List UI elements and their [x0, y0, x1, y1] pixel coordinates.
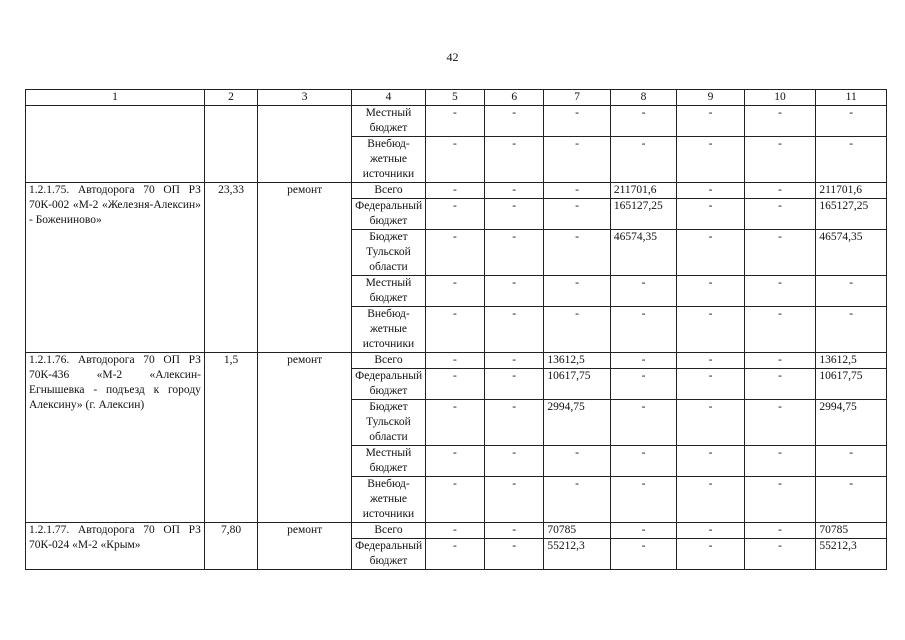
- value-cell-col-11: 70785: [816, 523, 887, 539]
- value-cell-col-6: -: [485, 199, 544, 230]
- table-row: [26, 106, 887, 137]
- value-cell-col-10: -: [744, 106, 816, 137]
- funding-source-line: Бюджет: [369, 231, 408, 243]
- value-cell-col-5: -: [425, 106, 484, 137]
- column-header-1: 1: [26, 90, 205, 106]
- budget-table: [25, 89, 887, 570]
- funding-source-cell: [352, 477, 426, 523]
- value-cell-col-5: -: [425, 369, 484, 400]
- funding-source-cell: [352, 106, 426, 137]
- funding-source-cell: [352, 353, 426, 369]
- value-cell-col-9: -: [677, 369, 744, 400]
- funding-source-line: источники: [362, 338, 415, 350]
- value-cell-col-7: 70785: [544, 523, 610, 539]
- funding-source-line: жетные: [370, 153, 407, 165]
- value-cell-col-7: 55212,3: [544, 539, 610, 570]
- value-cell-col-5: -: [425, 276, 484, 307]
- value-cell-col-6: -: [485, 400, 544, 446]
- value-cell-col-11: 2994,75: [816, 400, 887, 446]
- funding-source-line: Федеральный: [355, 200, 423, 212]
- column-header-10: 10: [744, 90, 816, 106]
- table-row: [26, 353, 887, 369]
- table-row: [26, 183, 887, 199]
- value-cell-col-6: -: [485, 230, 544, 276]
- value-cell-col-8: -: [610, 276, 676, 307]
- funding-source-line: жетные: [370, 323, 407, 335]
- value-cell-col-10: -: [744, 446, 816, 477]
- value-cell-col-6: -: [485, 539, 544, 570]
- work-type-cell: ремонт: [258, 523, 352, 570]
- funding-source-line: области: [369, 261, 408, 273]
- blank-cell: [26, 106, 205, 183]
- funding-source-cell: [352, 523, 426, 539]
- value-cell-col-9: -: [677, 199, 744, 230]
- value-cell-col-10: -: [744, 276, 816, 307]
- funding-source-line: Федеральный: [355, 540, 423, 552]
- funding-source-line: бюджет: [369, 215, 408, 227]
- column-header-2: 2: [204, 90, 257, 106]
- value-cell-col-10: -: [744, 137, 816, 183]
- funding-source-line: Местный: [365, 447, 412, 459]
- value-cell-col-11: 165127,25: [816, 199, 887, 230]
- value-cell-col-6: -: [485, 137, 544, 183]
- funding-source-line: Внебюд-: [367, 478, 410, 490]
- value-cell-col-9: -: [677, 137, 744, 183]
- column-header-9: 9: [677, 90, 744, 106]
- value-cell-col-5: -: [425, 539, 484, 570]
- value-cell-col-7: 2994,75: [544, 400, 610, 446]
- value-cell-col-7: -: [544, 137, 610, 183]
- value-cell-col-11: -: [816, 446, 887, 477]
- value-cell-col-5: -: [425, 477, 484, 523]
- value-cell-col-6: -: [485, 276, 544, 307]
- value-cell-col-6: -: [485, 183, 544, 199]
- header-row: [26, 90, 887, 106]
- value-cell-col-7: -: [544, 199, 610, 230]
- value-cell-col-5: -: [425, 137, 484, 183]
- funding-source-line: источники: [362, 508, 415, 520]
- value-cell-col-9: -: [677, 307, 744, 353]
- funding-source-cell: [352, 230, 426, 276]
- column-header-3: 3: [258, 90, 352, 106]
- object-name-cell: 1.2.1.77. Автодорога 70 ОП РЗ 70К-024 «М-2 «Крым»: [26, 523, 205, 570]
- funding-source-line: бюджет: [369, 462, 408, 474]
- value-cell-col-8: -: [610, 307, 676, 353]
- value-cell-col-7: 13612,5: [544, 353, 610, 369]
- value-cell-col-6: -: [485, 106, 544, 137]
- value-cell-col-8: -: [610, 106, 676, 137]
- column-header-6: 6: [485, 90, 544, 106]
- funding-source-line: Федеральный: [355, 370, 423, 382]
- value-cell-col-11: -: [816, 137, 887, 183]
- value-cell-col-8: -: [610, 137, 676, 183]
- blank-cell: [258, 106, 352, 183]
- value-cell-col-10: -: [744, 199, 816, 230]
- funding-source-line: бюджет: [369, 555, 408, 567]
- value-cell-col-5: -: [425, 400, 484, 446]
- value-cell-col-6: -: [485, 307, 544, 353]
- value-cell-col-5: -: [425, 353, 484, 369]
- value-cell-col-9: -: [677, 183, 744, 199]
- value-cell-col-10: -: [744, 539, 816, 570]
- funding-source-cell: [352, 183, 426, 199]
- funding-source-line: источники: [362, 168, 415, 180]
- length-cell: 23,33: [204, 183, 257, 353]
- work-type-cell: ремонт: [258, 353, 352, 523]
- value-cell-col-5: -: [425, 446, 484, 477]
- value-cell-col-8: -: [610, 353, 676, 369]
- value-cell-col-6: -: [485, 353, 544, 369]
- value-cell-col-8: 165127,25: [610, 199, 676, 230]
- object-name-cell: 1.2.1.75. Автодорога 70 ОП РЗ 70К-002 «М-2 «Железня-Алексин» - Боженинoво»: [26, 183, 205, 353]
- page-number: 42: [446, 50, 459, 64]
- column-header-11: 11: [816, 90, 887, 106]
- value-cell-col-6: -: [485, 477, 544, 523]
- value-cell-col-9: -: [677, 353, 744, 369]
- blank-cell: [204, 106, 257, 183]
- value-cell-col-9: -: [677, 230, 744, 276]
- length-cell: 7,80: [204, 523, 257, 570]
- value-cell-col-9: -: [677, 106, 744, 137]
- value-cell-col-7: -: [544, 230, 610, 276]
- funding-source-line: Внебюд-: [367, 308, 410, 320]
- funding-source-line: бюджет: [369, 385, 408, 397]
- funding-source-line: Тульской: [366, 416, 411, 428]
- column-header-5: 5: [425, 90, 484, 106]
- work-type-cell: ремонт: [258, 183, 352, 353]
- value-cell-col-9: -: [677, 446, 744, 477]
- value-cell-col-8: -: [610, 539, 676, 570]
- value-cell-col-6: -: [485, 369, 544, 400]
- funding-source-line: Всего: [374, 524, 403, 536]
- value-cell-col-8: -: [610, 446, 676, 477]
- value-cell-col-8: -: [610, 477, 676, 523]
- value-cell-col-11: 13612,5: [816, 353, 887, 369]
- value-cell-col-11: -: [816, 307, 887, 353]
- value-cell-col-8: -: [610, 400, 676, 446]
- value-cell-col-10: -: [744, 400, 816, 446]
- value-cell-col-10: -: [744, 230, 816, 276]
- funding-source-cell: [352, 539, 426, 570]
- value-cell-col-11: 46574,35: [816, 230, 887, 276]
- value-cell-col-5: -: [425, 307, 484, 353]
- value-cell-col-11: 10617,75: [816, 369, 887, 400]
- value-cell-col-5: -: [425, 230, 484, 276]
- value-cell-col-10: -: [744, 523, 816, 539]
- value-cell-col-5: -: [425, 523, 484, 539]
- funding-source-cell: [352, 369, 426, 400]
- value-cell-col-7: -: [544, 477, 610, 523]
- value-cell-col-7: -: [544, 276, 610, 307]
- funding-source-line: области: [369, 431, 408, 443]
- value-cell-col-7: -: [544, 106, 610, 137]
- funding-source-cell: [352, 199, 426, 230]
- funding-source-cell: [352, 400, 426, 446]
- funding-source-line: бюджет: [369, 122, 408, 134]
- value-cell-col-8: 211701,6: [610, 183, 676, 199]
- value-cell-col-11: 55212,3: [816, 539, 887, 570]
- object-name-cell: 1.2.1.76. Автодорога 70 ОП РЗ 70К-436 «М-2 «Алексин-Егнышевка - подъезд к городу Алексину» (г. Алексин): [26, 353, 205, 523]
- value-cell-col-10: -: [744, 307, 816, 353]
- value-cell-col-11: -: [816, 106, 887, 137]
- funding-source-line: Местный: [365, 277, 412, 289]
- length-cell: 1,5: [204, 353, 257, 523]
- value-cell-col-6: -: [485, 523, 544, 539]
- funding-source-line: Всего: [374, 354, 403, 366]
- value-cell-col-10: -: [744, 369, 816, 400]
- table-row: [26, 523, 887, 539]
- value-cell-col-5: -: [425, 199, 484, 230]
- value-cell-col-11: 211701,6: [816, 183, 887, 199]
- value-cell-col-11: -: [816, 276, 887, 307]
- funding-source-cell: [352, 446, 426, 477]
- value-cell-col-9: -: [677, 276, 744, 307]
- column-header-8: 8: [610, 90, 676, 106]
- value-cell-col-5: -: [425, 183, 484, 199]
- value-cell-col-6: -: [485, 446, 544, 477]
- value-cell-col-9: -: [677, 539, 744, 570]
- value-cell-col-7: 10617,75: [544, 369, 610, 400]
- value-cell-col-10: -: [744, 183, 816, 199]
- funding-source-line: Всего: [374, 184, 403, 196]
- funding-source-line: бюджет: [369, 292, 408, 304]
- value-cell-col-7: -: [544, 183, 610, 199]
- value-cell-col-9: -: [677, 523, 744, 539]
- value-cell-col-7: -: [544, 446, 610, 477]
- value-cell-col-7: -: [544, 307, 610, 353]
- funding-source-line: жетные: [370, 493, 407, 505]
- value-cell-col-10: -: [744, 477, 816, 523]
- funding-source-cell: [352, 137, 426, 183]
- funding-source-cell: [352, 276, 426, 307]
- value-cell-col-11: -: [816, 477, 887, 523]
- value-cell-col-8: -: [610, 369, 676, 400]
- funding-source-line: Бюджет: [369, 401, 408, 413]
- value-cell-col-8: 46574,35: [610, 230, 676, 276]
- funding-source-line: Внебюд-: [367, 138, 410, 150]
- value-cell-col-9: -: [677, 477, 744, 523]
- funding-source-line: Местный: [365, 107, 412, 119]
- value-cell-col-8: -: [610, 523, 676, 539]
- funding-source-line: Тульской: [366, 246, 411, 258]
- value-cell-col-10: -: [744, 353, 816, 369]
- column-header-7: 7: [544, 90, 610, 106]
- column-header-4: 4: [352, 90, 426, 106]
- value-cell-col-9: -: [677, 400, 744, 446]
- funding-source-cell: [352, 307, 426, 353]
